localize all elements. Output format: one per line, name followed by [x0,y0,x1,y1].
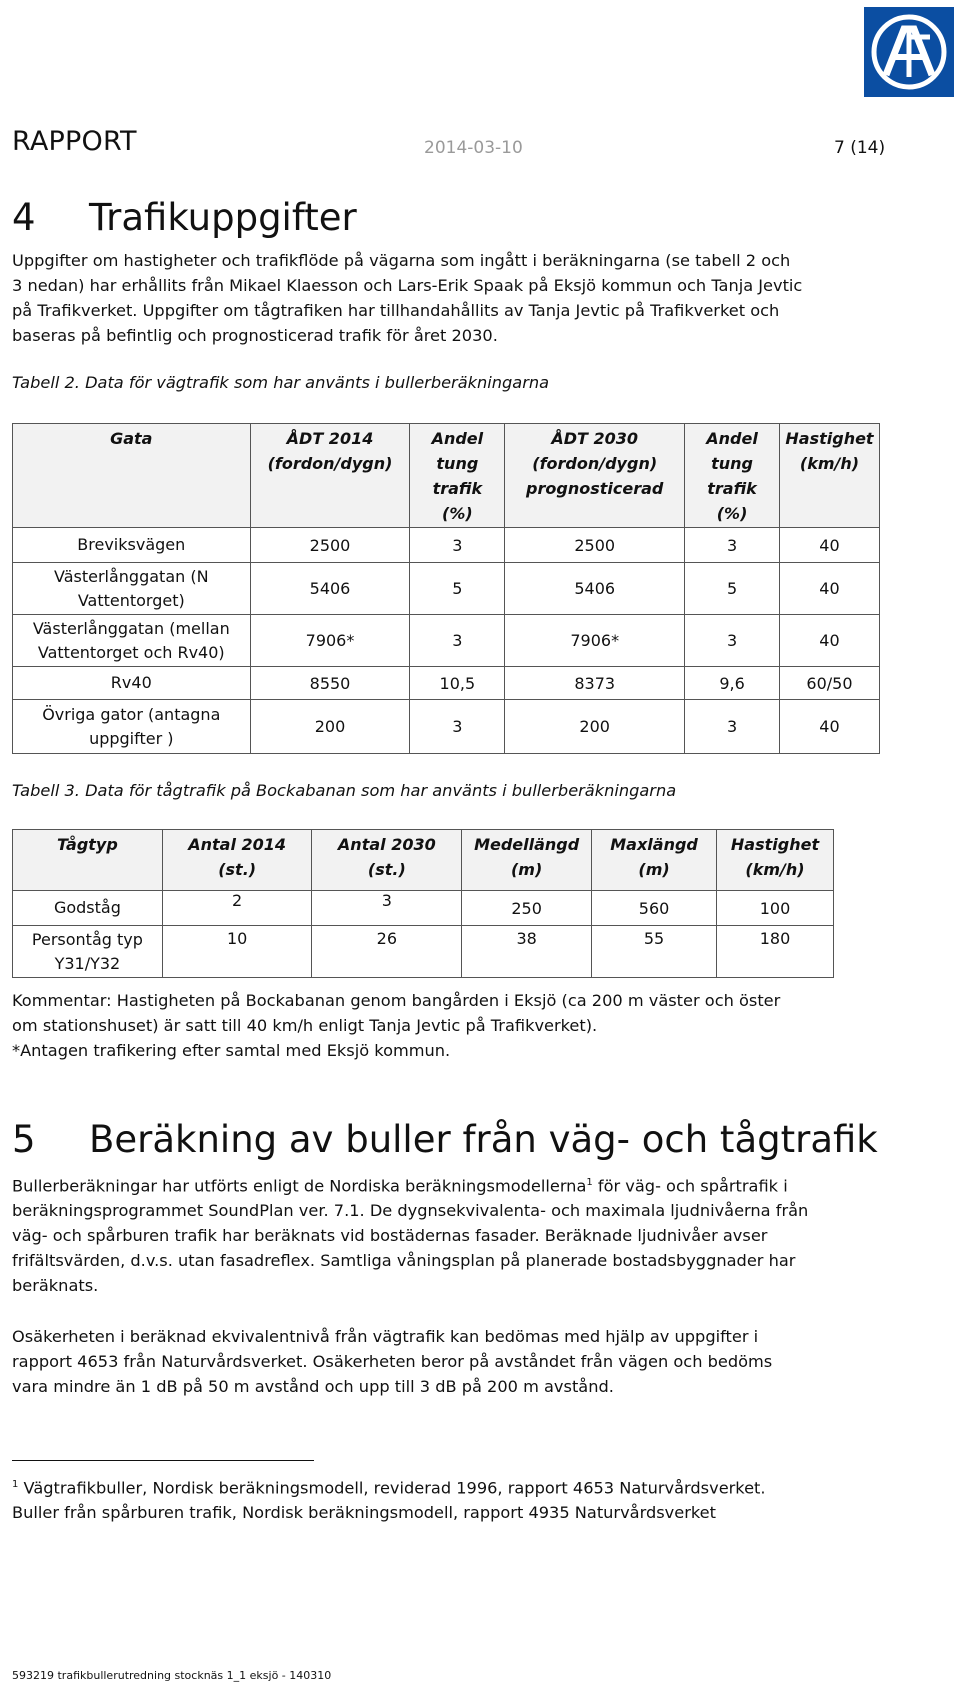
column-header: ÅDT 2014 (fordon/dygn) [250,424,410,528]
table-cell: 8373 [505,667,685,700]
footnote-separator [12,1460,314,1461]
document-footer: 593219 trafikbullerutredning stocknäs 1_1 eksjö - 140310 [12,1669,332,1682]
section-5-number: 5 [12,1118,36,1161]
table-cell: 2500 [505,528,685,563]
row-label: Breviksvägen [13,528,251,563]
table-cell: 3 [410,700,505,754]
table-row [13,615,880,667]
column-header: Tågtyp [13,830,163,891]
table-cell: 180 [717,926,834,978]
section-4-paragraph [12,248,842,348]
table-cell: 5 [685,563,780,615]
table-cell: 5406 [250,563,410,615]
section-5-heading [12,1118,878,1162]
table-cell: 40 [779,563,879,615]
table-cell: 60/50 [779,667,879,700]
paragraph-line: Uppgifter om hastigheter och trafikflöde på vägarna som ingått i beräkningarna (se tabell 2 och [12,251,791,270]
table-3-train-traffic [12,829,834,978]
column-header: Gata [13,424,251,528]
footnote-line: Buller från spårburen trafik, Nordisk beräkningsmodell, rapport 4935 Naturvårdsverket [12,1503,716,1523]
section-5-paragraph-2 [12,1324,912,1399]
comment-line: *Antagen trafikering efter samtal med Eksjö kommun. [12,1041,451,1060]
table-row [13,528,880,563]
paragraph-line: rapport 4653 från Naturvårdsverket. Osäkerheten beror på avståndet från vägen och bedöms [12,1352,773,1371]
column-header: Andel tung trafik (%) [685,424,780,528]
row-label: Övriga gator (antagna uppgifter ) [13,700,251,754]
paragraph-line: beräknats. [12,1276,99,1296]
table-cell: 200 [505,700,685,754]
table-row [13,563,880,615]
table-cell: 55 [592,926,717,978]
company-logo [864,7,954,97]
table-row [13,667,880,700]
table-cell: 100 [717,891,834,926]
table-2-road-traffic [12,423,880,754]
row-label: Västerlånggatan (mellan Vattentorget och Rv40) [13,615,251,667]
footnote [12,1472,942,1525]
table-cell: 40 [779,528,879,563]
table-cell: 3 [685,615,780,667]
table-row [13,926,834,978]
column-header: ÅDT 2030 (fordon/dygn) prognosticerad [505,424,685,528]
table-header-row [13,830,834,891]
page-number: 7 (14) [834,138,886,158]
table-cell: 5 [410,563,505,615]
paragraph-line: på Trafikverket. Uppgifter om tågtrafiken har tillhandahållits av Tanja Jevtic på Trafikverket och [12,301,780,320]
footnote-reference: 1 [586,1177,593,1188]
column-header: Hastighet (km/h) [717,830,834,891]
table-cell: 3 [685,528,780,563]
row-label: Godståg [13,891,163,926]
footnote-line: $^1$ Vägtrafikbuller, Nordisk beräkningsmodell, reviderad 1996, rapport 4653 Naturvårdsverket. [12,1478,766,1498]
table-cell: 3 [410,615,505,667]
row-label: Västerlånggatan (N Vattentorget) [13,563,251,615]
section-5-paragraph-1 [12,1170,912,1298]
table-row [13,891,834,926]
paragraph-line: beräkningsprogrammet SoundPlan ver. 7.1. De dygnsekvivalenta- och maximala ljudnivåerna från [12,1201,809,1221]
paragraph-line: frifältsvärden, d.v.s. utan fasadreflex. Samtliga våningsplan på planerade bostadsbyggnader har [12,1251,796,1271]
table-comment [12,988,912,1063]
table-cell: 5406 [505,563,685,615]
table-cell: 38 [462,926,592,978]
table-cell: 560 [592,891,717,926]
column-header: Medellängd (m) [462,830,592,891]
table-cell: 10 [162,926,312,978]
paragraph-line: Bullerberäkningar har utförts enligt de Nordiska beräkningsmodellerna$^1$ för väg- och spårtrafik i [12,1176,788,1196]
paragraph-line: 3 nedan) har erhållits från Mikael Klaesson och Lars-Erik Spaak på Eksjö kommun och Tanja Jevtic [12,276,803,295]
report-label: RAPPORT [12,126,137,157]
table-cell: 3 [685,700,780,754]
comment-line: Kommentar: Hastigheten på Bockabanan genom bangården i Eksjö (ca 200 m väster och öster [12,991,781,1010]
paragraph-line: väg- och spårburen trafik har beräknats vid bostädernas fasader. Beräknade ljudnivåer avser [12,1226,768,1246]
table-cell: 26 [312,926,462,978]
paragraph-line: vara mindre än 1 dB på 50 m avstånd och upp till 3 dB på 200 m avstånd. [12,1377,614,1396]
paragraph-line: baseras på befintlig och prognosticerad trafik för året 2030. [12,326,498,345]
section-4-heading [12,196,357,240]
table-cell: 10,5 [410,667,505,700]
table-cell: 250 [462,891,592,926]
table-cell: 200 [250,700,410,754]
table-cell: 2500 [250,528,410,563]
row-label: Persontåg typ Y31/Y32 [13,926,163,978]
table-cell: 2 [162,891,312,926]
table-row [13,700,880,754]
table-cell: 3 [312,891,462,926]
table-cell: 40 [779,615,879,667]
column-header: Andel tung trafik (%) [410,424,505,528]
table-cell: 7906* [505,615,685,667]
comment-line: om stationshuset) är satt till 40 km/h enligt Tanja Jevtic på Trafikverket). [12,1016,598,1035]
column-header: Hastighet (km/h) [779,424,879,528]
report-date: 2014-03-10 [424,138,523,158]
table-2-caption: Tabell 2. Data för vägtrafik som har använts i bullerberäkningarna [12,373,550,392]
column-header: Antal 2030 (st.) [312,830,462,891]
table-cell: 9,6 [685,667,780,700]
table-cell: 40 [779,700,879,754]
column-header: Maxlängd (m) [592,830,717,891]
column-header: Antal 2014 (st.) [162,830,312,891]
section-4-title: Trafikuppgifter [89,196,357,239]
section-4-number: 4 [12,196,36,239]
footnote-mark: 1 [12,1479,19,1490]
section-5-title: Beräkning av buller från väg- och tågtrafik [89,1118,878,1161]
table-header-row [13,424,880,528]
table-3-caption: Tabell 3. Data för tågtrafik på Bockabanan som har använts i bullerberäkningarna [12,781,677,800]
table-cell: 8550 [250,667,410,700]
table-cell: 7906* [250,615,410,667]
row-label: Rv40 [13,667,251,700]
afconsult-logo-icon [864,7,954,97]
table-cell: 3 [410,528,505,563]
paragraph-line: Osäkerheten i beräknad ekvivalentnivå från vägtrafik kan bedömas med hjälp av uppgifter i [12,1327,759,1346]
